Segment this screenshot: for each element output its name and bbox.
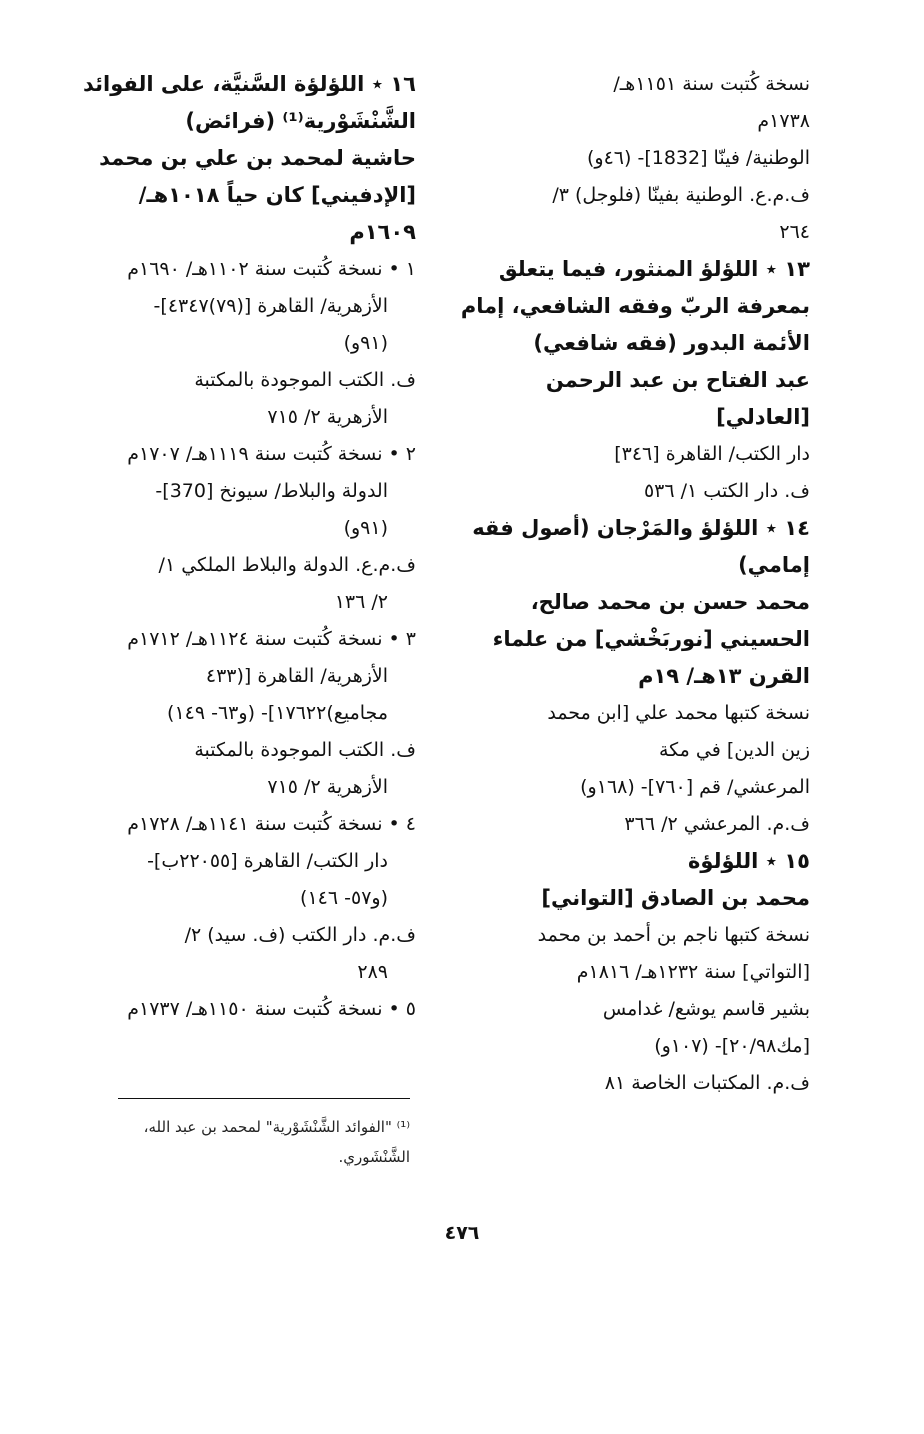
right-column <box>460 66 810 1102</box>
entry-text-line: بشير قاسم يوشع/ غدامس <box>602 998 810 1020</box>
entry-heading-line: محمد بن الصادق [التواني] <box>541 886 810 910</box>
entry-heading-line: ١٥ ٭ اللؤلؤة <box>688 849 810 873</box>
entry-heading-line: محمد حسن بن محمد صالح، <box>530 590 810 614</box>
entry-text-line: ف.م. دار الكتب (ف. سيد) ٢/ <box>184 924 416 946</box>
entry-heading-line: الحسيني [نوربَخْشي] من علماء <box>492 627 810 651</box>
entry-text-line: دار الكتب/ القاهرة [٣٤٦] <box>614 443 810 465</box>
entry-heading-line: ١٦٠٩م <box>349 220 416 244</box>
entry-text-line: ٥ • نسخة كُتبت سنة ١١٥٠هـ/ ١٧٣٧م <box>127 998 416 1020</box>
entry-text-line: الأزهرية ٢/ ٧١٥ <box>267 406 388 428</box>
entry-heading-line: إمامي) <box>738 553 810 577</box>
entry-text-line: ٣ • نسخة كُتبت سنة ١١٢٤هـ/ ١٧١٢م <box>127 628 416 650</box>
footnote <box>80 1112 410 1172</box>
entry-text-line: ف.م. المكتبات الخاصة ٨١ <box>604 1072 810 1094</box>
entry-text-line: الأزهرية/ القاهرة [(٧٩)٤٣٤٧]- <box>153 295 388 317</box>
entry-heading-line: عبد الفتاح بن عبد الرحمن <box>545 368 810 392</box>
entry-heading-line: ١٤ ٭ اللؤلؤ والمَرْجان (أصول فقه <box>472 516 810 540</box>
entry-text-line: الدولة والبلاط/ سيونخ [370]- <box>155 480 388 502</box>
entry-heading-line: القرن ١٣هـ/ ١٩م <box>638 664 810 688</box>
entry-text-line: ٢/ ١٣٦ <box>334 591 388 613</box>
entry-text-line: ف.م.ع. الدولة والبلاط الملكي ١/ <box>158 554 416 576</box>
entry-heading-line: حاشية لمحمد بن علي بن محمد <box>99 146 416 170</box>
entry-text-line: نسخة كُتبت سنة ١١٥١هـ/ <box>613 73 810 95</box>
page-number: ٤٧٦ <box>444 1222 480 1244</box>
entry-text-line: نسخة كتبها محمد علي [ابن محمد <box>547 702 810 724</box>
footnote-line: الشَّنْشَوري. <box>338 1148 410 1166</box>
entry-heading-line: ١٦ ٭ اللؤلؤة السَّنيَّة، على الفوائد <box>83 72 416 96</box>
entry-text-line: ف.م. المرعشي ٢/ ٣٦٦ <box>624 813 810 835</box>
entry-heading-line: [الإدفيني] كان حياً ١٠١٨هـ/ <box>138 183 416 207</box>
entry-heading-line: الأئمة البدور (فقه شافعي) <box>533 331 810 355</box>
entry-text-line: (٩١و) <box>343 332 388 354</box>
entry-text-line: الأزهرية/ القاهرة [(٤٣٣ <box>205 665 388 687</box>
entry-text-line: ٢ • نسخة كُتبت سنة ١١١٩هـ/ ١٧٠٧م <box>127 443 416 465</box>
entry-text-line: ١ • نسخة كُتبت سنة ١١٠٢هـ/ ١٦٩٠م <box>127 258 416 280</box>
entry-text-line: دار الكتب/ القاهرة [٢٢٠٥٥ب]- <box>147 850 388 872</box>
entry-text-line: ف. دار الكتب ١/ ٥٣٦ <box>643 480 810 502</box>
entry-text-line: ٤ • نسخة كُتبت سنة ١١٤١هـ/ ١٧٢٨م <box>127 813 416 835</box>
entry-heading-line: بمعرفة الربّ وفقه الشافعي، إمام <box>460 294 810 318</box>
entry-text-line: الأزهرية ٢/ ٧١٥ <box>267 776 388 798</box>
entry-text-line: مجاميع)١٧٦٢٢]- (و٦٣- ١٤٩) <box>167 702 388 724</box>
entry-text-line: الوطنية/ فينّا [1832]- (٤٦و) <box>587 147 810 169</box>
entry-text-line: (٩١و) <box>343 517 388 539</box>
entry-text-line: [التواتي] سنة ١٢٣٢هـ/ ١٨١٦م <box>576 961 810 983</box>
entry-text-line: ٢٦٤ <box>779 221 810 243</box>
footnote-line: ⁽¹⁾ "الفوائد الشَّنْشَوْرية" لمحمد بن عبد الله، <box>143 1118 410 1136</box>
entry-text-line: [مك٢٠/٩٨]- (١٠٧و) <box>654 1035 810 1057</box>
entry-text-line: نسخة كتبها ناجم بن أحمد بن محمد <box>537 924 810 946</box>
footnote-separator <box>118 1098 410 1099</box>
left-column <box>78 66 416 1028</box>
entry-text-line: المرعشي/ قم [٧٦٠]- (١٦٨و) <box>580 776 810 798</box>
entry-heading-line: ١٣ ٭ اللؤلؤ المنثور، فيما يتعلق <box>498 257 810 281</box>
entry-text-line: (و٥٧- ١٤٦) <box>300 887 388 909</box>
entry-text-line: ف.م.ع. الوطنية بفينّا (فلوجل) ٣/ <box>552 184 810 206</box>
entry-text-line: ١٧٣٨م <box>757 110 810 132</box>
entry-text-line: ف. الكتب الموجودة بالمكتبة <box>194 739 416 761</box>
entry-heading-line: [العادلي] <box>716 405 810 429</box>
entry-text-line: ٢٨٩ <box>357 961 388 983</box>
entry-heading-line: الشَّنْشَوْرية⁽¹⁾ (فرائض) <box>185 109 416 133</box>
entry-text-line: زين الدين] في مكة <box>658 739 810 761</box>
entry-text-line: ف. الكتب الموجودة بالمكتبة <box>194 369 416 391</box>
